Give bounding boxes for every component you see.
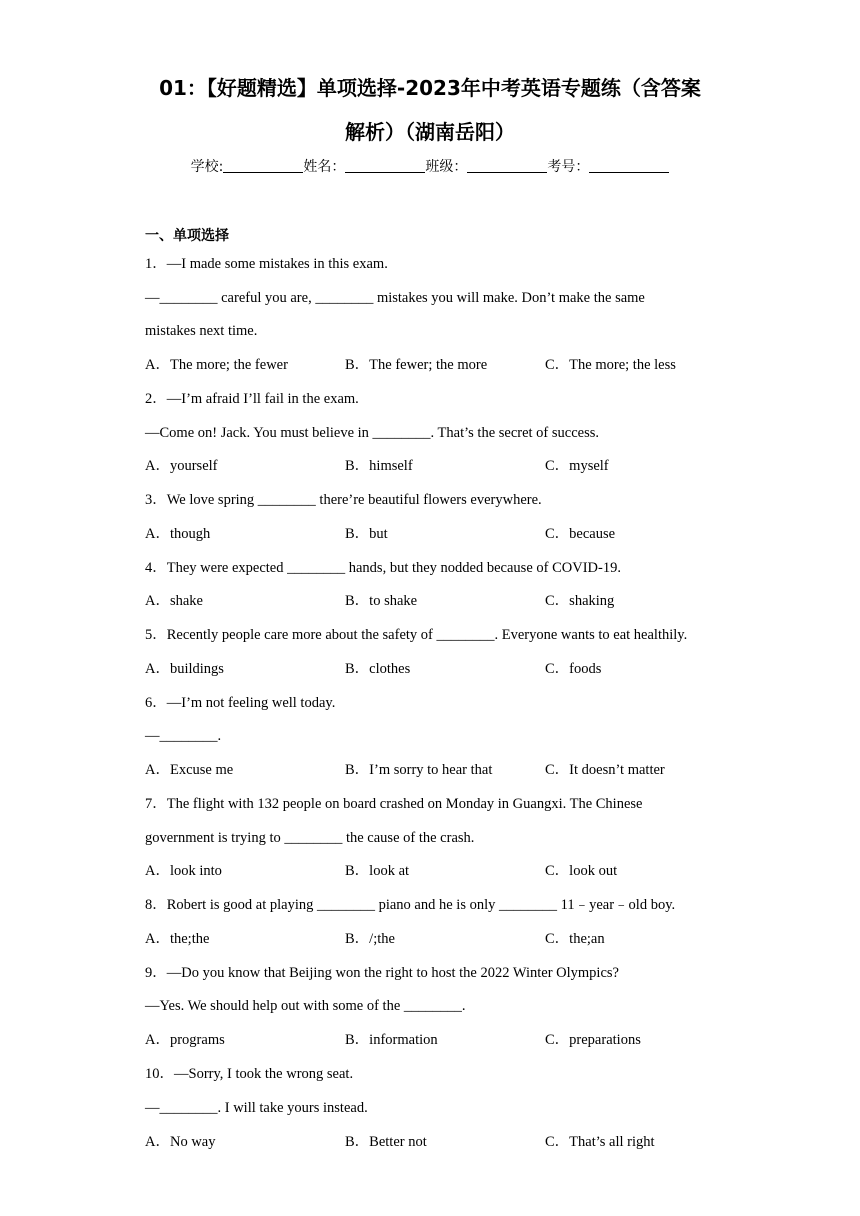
school-label: 学校: [190,159,224,175]
option-b: B．information [345,1032,438,1048]
question-text: 10．—Sorry, I took the wrong seat. [145,1066,354,1082]
option-b: B．Better not [345,1134,427,1150]
option-a: A．yourself [145,458,218,474]
option-a: A．Excuse me [145,762,234,778]
option-b: B．but [345,526,388,542]
question-text: government is trying to ________ the cause of the crash. [145,830,475,846]
option-b: B．look at [345,863,410,879]
option-a: A．buildings [145,661,224,677]
question-text: —Come on! Jack. You must believe in ________. That’s the secret of success. [145,425,599,441]
exam-number-blank [589,157,669,173]
option-a: A．the;the [145,931,210,947]
option-b: B．to shake [345,593,418,609]
option-b: B．I’m sorry to hear that [345,762,493,778]
option-c: C．The more; the less [545,357,676,373]
name-blank [345,157,425,173]
name-label: 姓名： [303,159,346,175]
question-text: —________ careful you are, ________ mistakes you will make. Don’t make the same [145,290,645,306]
option-c: C．shaking [545,593,615,609]
question-text: 6．—I’m not feeling well today. [145,695,336,711]
question-text: 8．Robert is good at playing ________ piano and he is only ________ 11﹣year﹣old boy. [145,897,676,913]
question-text: 3．We love spring ________ there’re beautiful flowers everywhere. [145,492,542,508]
question-text: 4．They were expected ________ hands, but they nodded because of COVID-19. [145,560,621,576]
question-text: 7．The flight with 132 people on board crashed on Monday in Guangxi. The Chinese [145,796,643,812]
option-a: A．No way [145,1134,216,1150]
option-a: A．The more; the fewer [145,357,288,373]
question-text: 5．Recently people care more about the safety of ________. Everyone wants to eat healthily. [145,627,688,643]
option-c: C．That’s all right [545,1134,655,1150]
question-text: —________. I will take yours instead. [145,1100,368,1116]
option-c: C．look out [545,863,618,879]
option-a: A．though [145,526,211,542]
question-text: —Yes. We should help out with some of the ________. [145,998,466,1014]
class-label: 班级： [425,159,468,175]
option-c: C．It doesn’t matter [545,762,665,778]
exam-number-label: 考号： [547,159,590,175]
option-c: C．myself [545,458,609,474]
question-text: mistakes next time. [145,323,258,339]
question-text: —________. [145,728,222,744]
option-b: B．clothes [345,661,411,677]
section-heading: 一、单项选择 [145,228,229,244]
option-a: A．programs [145,1032,225,1048]
page-title-line-2: 解析）（湖南岳阳） [345,120,515,144]
option-c: C．foods [545,661,602,677]
question-text: 9．—Do you know that Beijing won the right to host the 2022 Winter Olympics? [145,965,619,981]
option-b: B．The fewer; the more [345,357,488,373]
option-b: B．/;the [345,931,395,947]
option-c: C．because [545,526,616,542]
option-a: A．look into [145,863,222,879]
option-a: A．shake [145,593,203,609]
school-blank [223,157,303,173]
student-info-row [0,156,860,178]
option-c: C．the;an [545,931,605,947]
option-b: B．himself [345,458,413,474]
class-blank [467,157,547,173]
page-title-line-1: 01：【好题精选】单项选择-2023年中考英语专题练（含答案 [159,76,701,100]
question-text: 1．—I made some mistakes in this exam. [145,256,388,272]
question-text: 2．—I’m afraid I’ll fail in the exam. [145,391,359,407]
option-c: C．preparations [545,1032,641,1048]
